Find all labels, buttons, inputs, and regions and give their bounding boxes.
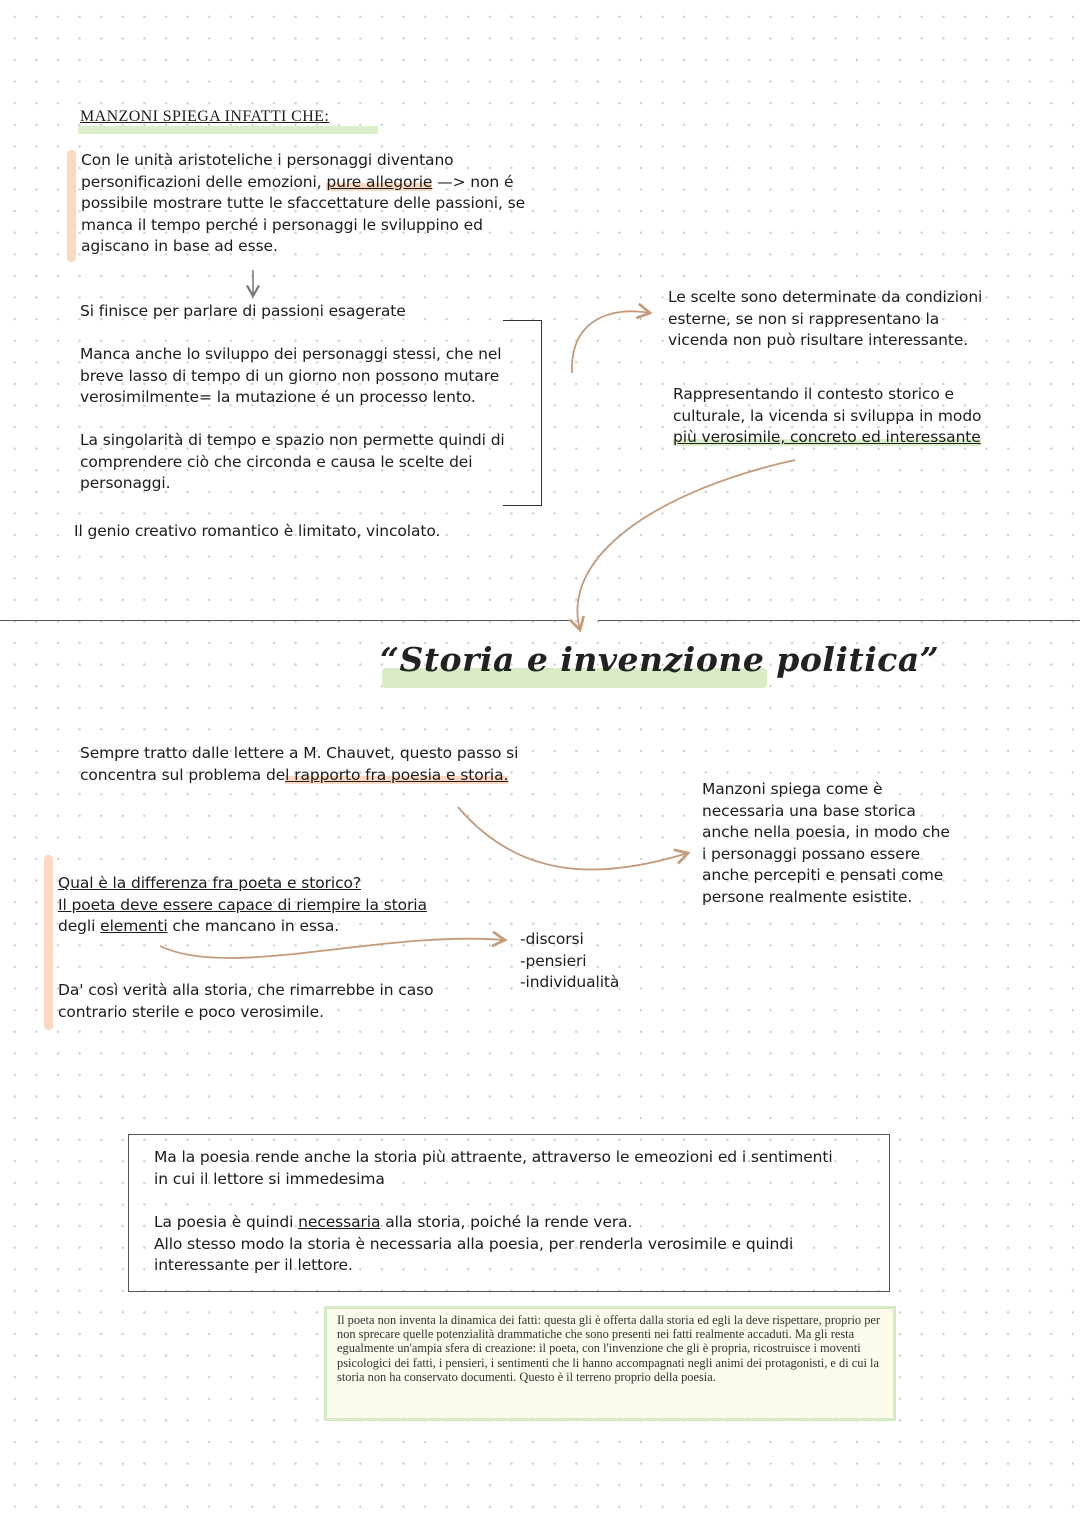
point-exaggerated-passions: Si finisce per parlare di passioni esagerate — [80, 302, 406, 320]
text-line: contrario sterile e poco verosimile. — [58, 1002, 324, 1021]
text-line: Le scelte sono determinate da condizioni — [668, 288, 983, 306]
point-creative-genius: Il genio creativo romantico è limitato, vincolato. — [74, 522, 441, 540]
text-line: Manzoni spiega come è — [702, 780, 883, 798]
arrow-to-right-note — [458, 807, 688, 870]
text-line: Manca anche lo sviluppo dei personaggi stessi, che nel — [80, 345, 502, 363]
arrow-to-right-notes — [572, 311, 650, 373]
highlighted-term: pure allegorie — [326, 172, 433, 191]
highlighted-term: l rapporto fra poesia e storia. — [285, 765, 509, 784]
section-title: “Storia e invenzione politica” — [380, 640, 940, 679]
text-line: Con le unità aristoteliche i personaggi diventano — [81, 151, 454, 169]
list-item: -pensieri — [520, 951, 587, 970]
list-item: -discorsi — [520, 930, 584, 948]
highlighted-term: più verosimile, concreto ed interessante — [673, 428, 981, 447]
text-line: culturale, la vicenda si sviluppa in modo — [673, 406, 982, 425]
text-line: concentra sul problema de — [80, 765, 286, 784]
text-line: interessante per il lettore. — [154, 1256, 353, 1275]
arrow-to-section-title — [577, 460, 795, 630]
text-line: i personaggi possano essere — [702, 844, 921, 863]
underlined-term: necessaria — [298, 1213, 381, 1231]
section-heading: MANZONI SPIEGA INFATTI CHE: — [80, 108, 330, 125]
text-line: Allo stesso modo la storia è necessaria alla poesia, per renderla verosimile e quindi — [154, 1234, 794, 1253]
text-line: Rappresentando il contesto storico e — [673, 385, 954, 403]
text-line: breve lasso di tempo di un giorno non possono mutare — [80, 366, 500, 385]
list-item: -individualità — [520, 973, 620, 992]
text-line: personificazioni delle emozioni, — [81, 172, 322, 191]
quote-text: Il poeta non inventa la dinamica dei fatti: questa gli è offerta dalla storia ed egli la deve rispettare, proprio per non sprecare quelle potenzialità drammatiche che sono presenti nei fatti realmente accaduti. Ma gli resta egualmente un'ampia sfera di creazione: il poeta, con l'invenzione che gli è propria, ricostruisce i moventi psicologici dei fatti, i pensieri, i sentimenti che li hanno accompagnati negli animi dei protagonisti, e di cui la storia non ha conservato documenti. Questo è il terreno proprio della poesia. — [337, 1313, 881, 1384]
question-text: Qual è la differenza fra poeta e storico? — [58, 874, 362, 892]
text-line: La singolarità di tempo e spazio non permette quindi di — [80, 431, 505, 449]
text-line: vicenda non può risultare interessante. — [668, 331, 969, 350]
text-line: possibile mostrare tutte le sfaccettature delle passioni, se — [81, 194, 526, 213]
text-line: anche percepiti e pensati come — [702, 866, 944, 885]
text-line: La poesia è quindi — [154, 1213, 299, 1231]
text-line: in cui il lettore si immedesima — [154, 1169, 385, 1188]
text-line: Ma la poesia rende anche la storia più attraente, attraverso le emeozioni ed i sentimenti — [154, 1148, 833, 1166]
text-line: esterne, se non si rappresentano la — [668, 309, 940, 328]
arrow-to-list — [160, 939, 505, 958]
text-line: che mancano in essa. — [167, 917, 340, 936]
text-line: degli — [58, 917, 101, 936]
text-line: verosimilmente= la mutazione é un processo lento. — [80, 388, 476, 407]
text-line: Sempre tratto dalle lettere a M. Chauvet, questo passo si — [80, 744, 519, 762]
text-line: manca il tempo perché i personaggi le sviluppino ed — [81, 215, 483, 234]
text-line: necessaria una base storica — [702, 801, 916, 820]
text-line: agiscano in base ad esse. — [81, 237, 278, 256]
text-line: anche nella poesia, in modo che — [702, 823, 950, 842]
text-line: alla storia, poiché la rende vera. — [380, 1213, 633, 1231]
text-line: persone realmente esistite. — [702, 887, 913, 906]
text-line: —> non é — [437, 172, 514, 191]
underlined-term: elementi — [100, 917, 168, 936]
text-line: personaggi. — [80, 474, 171, 493]
text-line: Il poeta deve essere capace di riempire la storia — [58, 895, 427, 914]
text-line: comprendere ciò che circonda e causa le scelte dei — [80, 452, 473, 471]
text-line: Da' così verità alla storia, che rimarrebbe in caso — [58, 981, 434, 999]
